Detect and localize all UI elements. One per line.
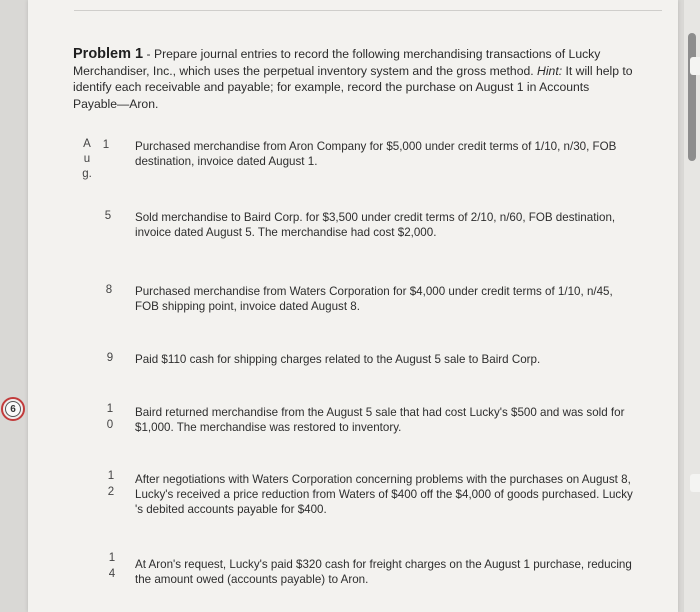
month-letter: g.	[82, 168, 92, 180]
transaction-description: Sold merchandise to Baird Corp. for $3,500 under credit terms of 2/10, n/60, FOB destination, invoice dated August 5. The merchandise had cost $2,000.	[135, 211, 616, 239]
day-digit: 2	[107, 486, 115, 498]
day-digit: 0	[106, 419, 114, 431]
side-tab[interactable]	[690, 474, 700, 492]
side-tab[interactable]	[690, 57, 700, 75]
month-letter: A	[83, 138, 91, 150]
document-page	[28, 0, 678, 612]
problem-intro-cont: It will help to identify each receivable and payable; for example, record the purchase on August 1 in Accounts Payable—Aron.	[73, 63, 633, 111]
transaction-description: Baird returned merchandise from the August 5 sale that had cost Lucky's $500 and was sold for $1,000. The merchandise was restored to inventory.	[135, 406, 625, 434]
transaction-description: Purchased merchandise from Aron Company for $5,000 under credit terms of 1/10, n/30, FOB destination, invoice dated August 1.	[135, 140, 617, 168]
transaction-day	[104, 403, 116, 432]
month-label	[81, 137, 93, 182]
transaction-day	[105, 470, 117, 499]
transaction-description: Paid $110 cash for shipping charges related to the August 5 sale to Baird Corp.	[135, 353, 541, 366]
problem-title: Problem 1	[73, 46, 144, 62]
transaction-day: 1	[102, 139, 110, 151]
day-digit: 4	[108, 568, 116, 580]
transaction-day: 8	[105, 284, 113, 296]
problem-heading	[73, 46, 633, 112]
transaction-day: 5	[104, 210, 112, 222]
day-digit: 1	[108, 552, 116, 564]
transaction-description: At Aron's request, Lucky's paid $320 cash for freight charges on the August 1 purchase, reducing the amount owed (accounts payable) to Aron.	[135, 558, 632, 586]
transaction-day: 9	[106, 352, 114, 364]
transaction-description: Purchased merchandise from Waters Corporation for $4,000 under credit terms of 1/10, n/45, FOB shipping point, invoice dated August 8.	[135, 285, 613, 313]
step-number: 6	[5, 401, 21, 417]
day-digit: 1	[107, 470, 115, 482]
month-letter: u	[83, 153, 91, 165]
hint-label: Hint:	[537, 63, 563, 78]
transaction-day	[106, 552, 118, 581]
vertical-scrollbar[interactable]	[684, 0, 700, 612]
problem-intro: - Prepare journal entries to record the following merchandising transactions of Lucky Merchandiser, Inc., which uses the perpetual inventory system and the gross method.	[73, 47, 601, 78]
scrollbar-thumb[interactable]	[688, 33, 696, 161]
step-number-badge[interactable]	[1, 397, 25, 421]
top-divider	[74, 10, 662, 11]
day-digit: 1	[106, 403, 114, 415]
transaction-description: After negotiations with Waters Corporation concerning problems with the purchases on August 8, Lucky's received a price reduction from Waters of $400 off the $4,000 of goods purchased. Lucky 's debited accounts payable for $400.	[135, 473, 633, 516]
